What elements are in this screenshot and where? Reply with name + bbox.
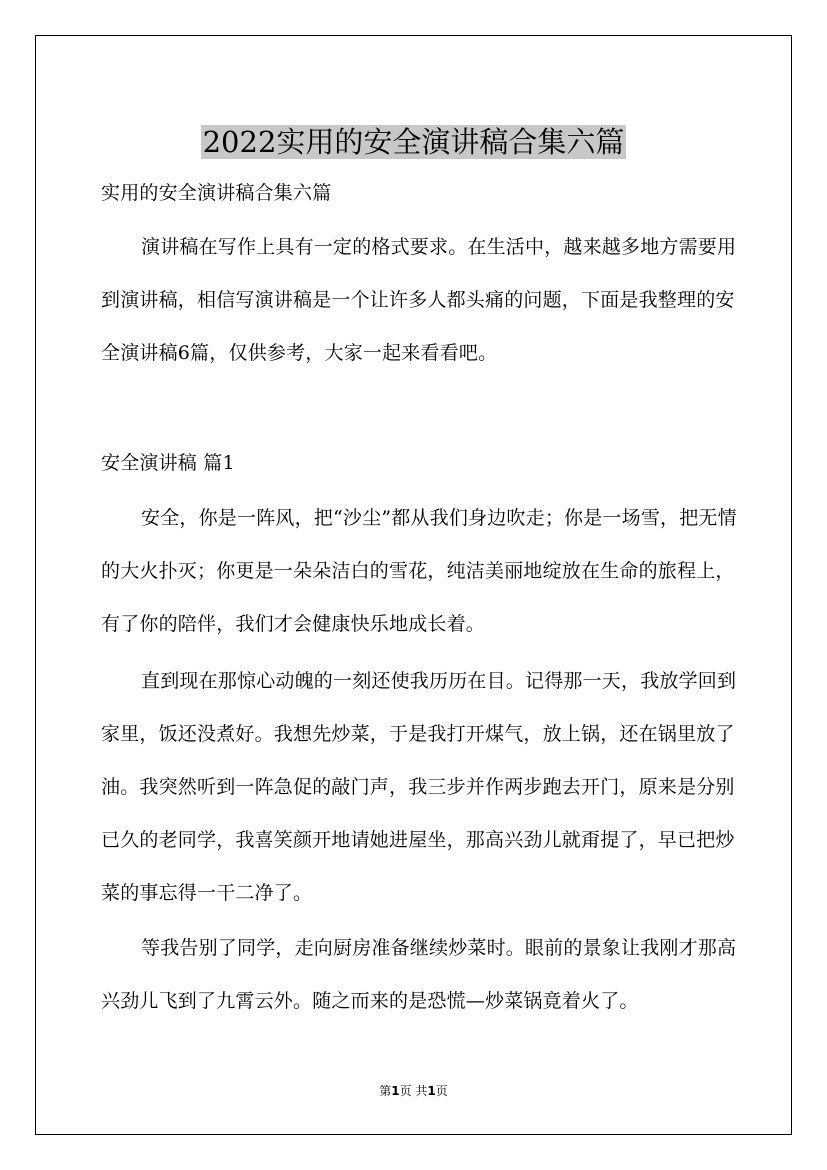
footer-page-mid: 页 共	[399, 1084, 428, 1098]
paragraph-3: 等我告别了同学，走向厨房准备继续炒菜时。眼前的景象让我刚才那高兴劲儿飞到了九霄云外。随之而来的是恐慌—炒菜锅竟着火了。	[101, 937, 737, 1012]
footer-page-suffix: 页	[435, 1084, 448, 1098]
document-title	[0, 122, 827, 162]
footer-page-prefix: 第	[379, 1084, 392, 1098]
page-footer	[0, 1083, 827, 1099]
paragraph-2: 直到现在那惊心动魄的一刻还使我历历在目。记得那一天，我放学回到家里，饭还没煮好。我想先炒菜，于是我打开煤气，放上锅，还在锅里放了油。我突然听到一阵急促的敲门声，我三步并作两步跑去开门，原来是分别已久的老同学，我喜笑颜开地请她进屋坐，那高兴劲儿就甭提了，早已把炒菜的事忘得一干二净了。	[101, 670, 737, 904]
section-heading: 安全演讲稿 篇1	[101, 452, 235, 474]
document-subtitle: 实用的安全演讲稿合集六篇	[101, 182, 332, 204]
footer-page-current: 1	[391, 1084, 400, 1098]
intro-paragraph: 演讲稿在写作上具有一定的格式要求。在生活中，越来越多地方需要用到演讲稿，相信写演讲稿是一个让许多人都头痛的问题，下面是我整理的安全演讲稿6篇，仅供参考，大家一起来看看吧。	[101, 236, 737, 364]
document-title-text: 2022实用的安全演讲稿合集六篇	[202, 125, 625, 160]
footer-page-total: 1	[427, 1084, 436, 1098]
paragraph-1: 安全，你是一阵风，把“沙尘”都从我们身边吹走；你是一场雪，把无情的大火扑灭；你更是一朵朵洁白的雪花，纯洁美丽地绽放在生命的旅程上，有了你的陪伴，我们才会健康快乐地成长着。	[101, 507, 737, 635]
